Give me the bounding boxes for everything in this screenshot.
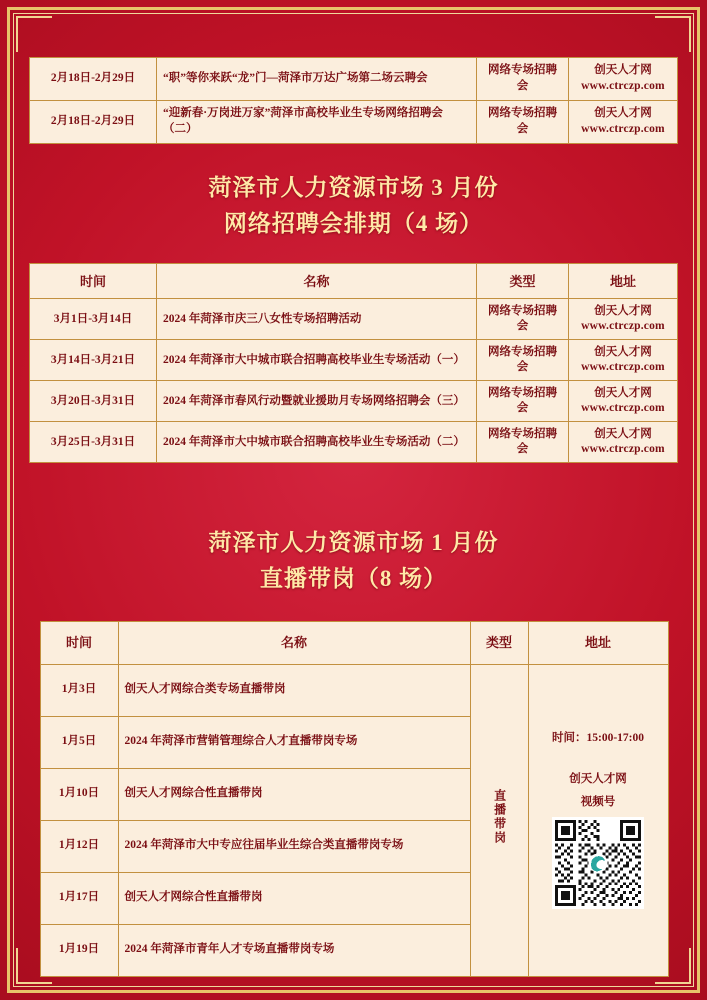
january-title-line1: 菏泽市人力资源市场 1 月份 — [208, 530, 499, 556]
cell-time: 3月1日-3月14日 — [30, 299, 157, 340]
cell-time: 3月20日-3月31日 — [30, 381, 157, 422]
cell-name: 2024 年菏泽市大中专应往届毕业生综合类直播带岗专场 — [118, 820, 470, 872]
address-name: 创天人才网 — [594, 345, 652, 358]
table-row — [40, 664, 668, 716]
cell-name: “迎新春·万岗进万家”菏泽市高校毕业生专场网络招聘会（二） — [157, 101, 477, 144]
cell-name: 2024 年菏泽市营销管理综合人才直播带岗专场 — [118, 716, 470, 768]
poster-content — [22, 22, 685, 978]
address-name: 创天人才网 — [594, 64, 652, 77]
cell-time: 1月19日 — [40, 924, 118, 976]
cell-name: 2024 年菏泽市大中城市联合招聘高校毕业生专场活动（一） — [157, 340, 477, 381]
cell-name: 创天人才网综合性直播带岗 — [118, 768, 470, 820]
cell-time: 1月17日 — [40, 872, 118, 924]
cell-address — [569, 101, 678, 144]
address-name: 创天人才网 — [594, 304, 652, 317]
table-row — [30, 299, 678, 340]
january-table-wrapper — [40, 621, 668, 977]
address-url[interactable]: www.ctrczp.com — [581, 443, 665, 456]
address-name: 创天人才网 — [594, 386, 652, 399]
cell-address — [569, 381, 678, 422]
march-title-line1: 菏泽市人力资源市场 3 月份 — [208, 175, 499, 200]
february-schedule-table — [29, 57, 678, 144]
cell-address-qr — [528, 664, 668, 976]
channel-name-line1: 创天人才网 — [569, 772, 627, 785]
address-name: 创天人才网 — [594, 427, 652, 440]
cell-type: 网络专场招聘会 — [477, 58, 569, 101]
cell-name: “职”等你来跃“龙”门—菏泽市万达广场第二场云聘会 — [157, 58, 477, 101]
table-row — [30, 101, 678, 144]
cell-type: 网络专场招聘会 — [477, 422, 569, 463]
cell-type-vertical — [470, 664, 528, 976]
table-row — [30, 381, 678, 422]
cell-time: 1月5日 — [40, 716, 118, 768]
qr-code-icon[interactable] — [552, 817, 644, 909]
january-title-line2: 直播带岗（8 场） — [259, 565, 448, 591]
cell-type: 网络专场招聘会 — [477, 381, 569, 422]
march-title-line2: 网络招聘会排期（4 场） — [223, 210, 484, 236]
cell-address — [569, 422, 678, 463]
address-url[interactable]: www.ctrczp.com — [581, 80, 665, 92]
header-type: 类型 — [477, 264, 569, 299]
channel-name-line2: 视频号 — [580, 795, 616, 808]
table-row — [30, 58, 678, 101]
live-time: 时间：15:00-17:00 — [552, 732, 644, 745]
cell-time: 1月12日 — [40, 820, 118, 872]
header-type: 类型 — [470, 621, 528, 664]
cell-type: 网络专场招聘会 — [477, 101, 569, 144]
cell-name: 创天人才网综合类专场直播带岗 — [118, 664, 470, 716]
cell-time: 1月10日 — [40, 768, 118, 820]
cell-name: 2024 年菏泽市庆三八女性专场招聘活动 — [157, 299, 477, 340]
cell-name: 2024 年菏泽市春风行动暨就业援助月专场网络招聘会（三） — [157, 381, 477, 422]
cell-name: 2024 年菏泽市大中城市联合招聘高校毕业生专场活动（二） — [157, 422, 477, 463]
header-name: 名称 — [118, 621, 470, 664]
cell-time: 2月18日-2月29日 — [30, 58, 157, 101]
cell-type: 网络专场招聘会 — [477, 299, 569, 340]
january-live-table — [40, 621, 669, 977]
address-url[interactable]: www.ctrczp.com — [581, 320, 665, 333]
header-name: 名称 — [157, 264, 477, 299]
address-url[interactable]: www.ctrczp.com — [581, 123, 665, 135]
table-header-row — [30, 264, 678, 299]
address-url[interactable]: www.ctrczp.com — [581, 402, 665, 415]
cell-address — [569, 58, 678, 101]
header-time: 时间 — [30, 264, 157, 299]
address-name: 创天人才网 — [594, 107, 652, 120]
table-row — [30, 340, 678, 381]
qr-code-svg — [555, 820, 641, 906]
header-address: 地址 — [528, 621, 668, 664]
cell-time: 1月3日 — [40, 664, 118, 716]
march-schedule-table — [29, 263, 678, 463]
table-header-row — [40, 621, 668, 664]
cell-type: 网络专场招聘会 — [477, 340, 569, 381]
header-time: 时间 — [40, 621, 118, 664]
table-row — [30, 422, 678, 463]
header-address: 地址 — [569, 264, 678, 299]
cell-name: 创天人才网综合性直播带岗 — [118, 872, 470, 924]
cell-address — [569, 299, 678, 340]
cell-name: 2024 年菏泽市青年人才专场直播带岗专场 — [118, 924, 470, 976]
type-vertical-label: 直播带岗 — [492, 789, 507, 846]
cell-time: 3月14日-3月21日 — [30, 340, 157, 381]
cell-time: 3月25日-3月31日 — [30, 422, 157, 463]
cell-time: 2月18日-2月29日 — [30, 101, 157, 144]
cell-address — [569, 340, 678, 381]
address-url[interactable]: www.ctrczp.com — [581, 361, 665, 374]
